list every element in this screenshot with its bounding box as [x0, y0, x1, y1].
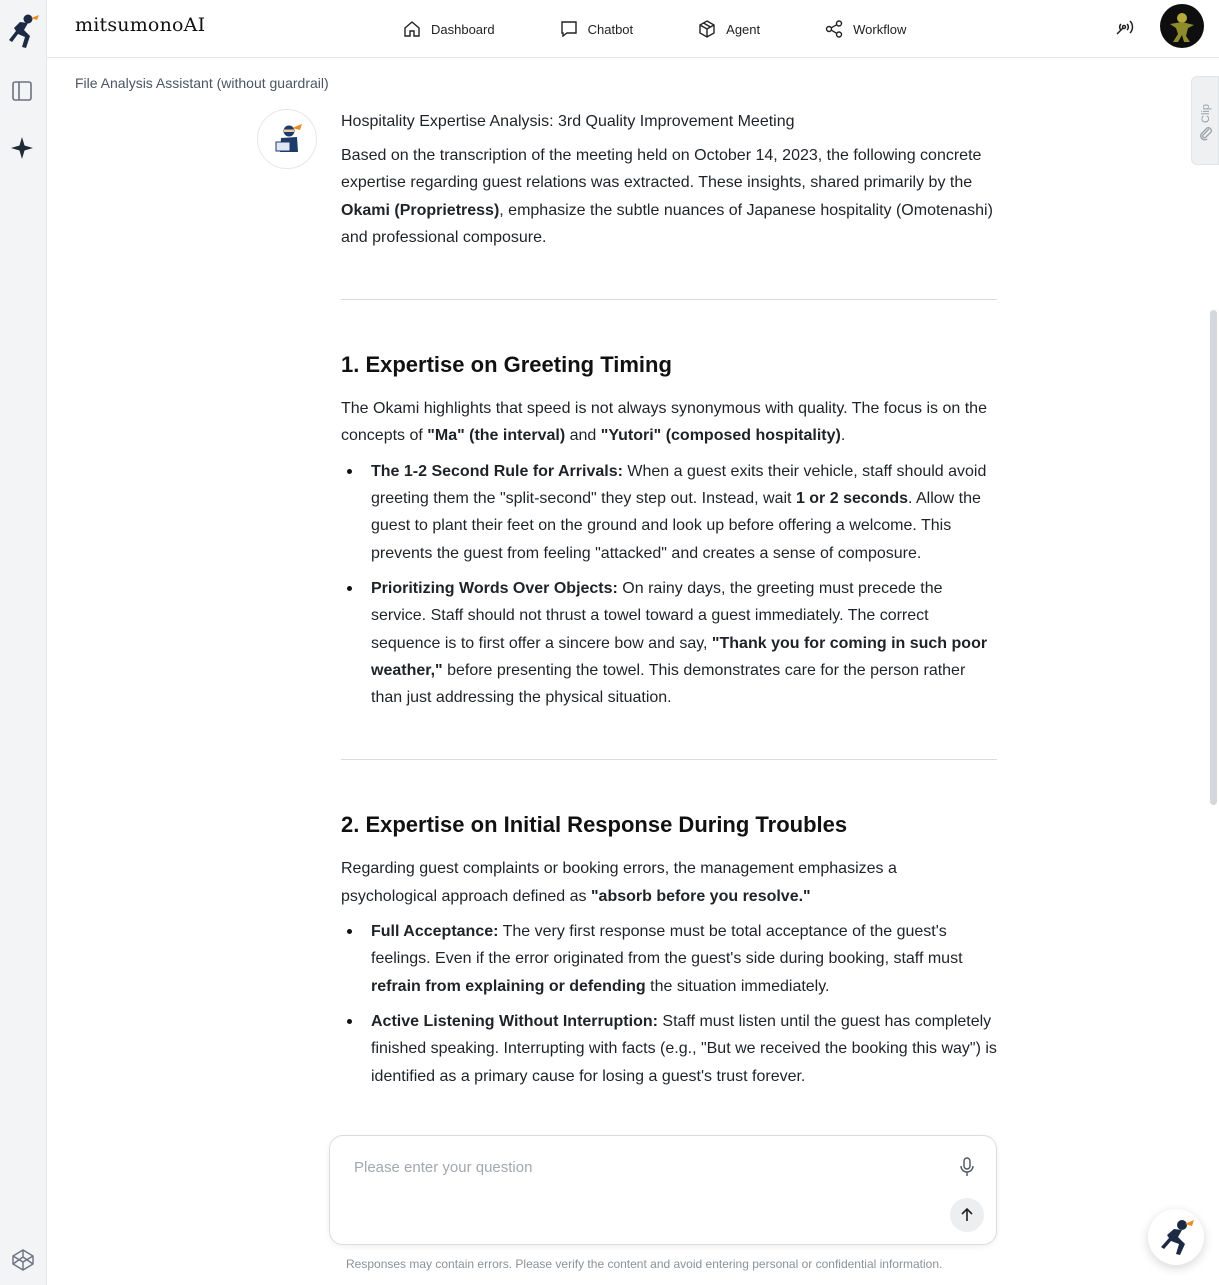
assistant-avatar	[257, 109, 317, 169]
section-lead: Regarding guest complaints or booking errors, the management emphasizes a psychological approach defined as "absorb before you resolve."	[341, 860, 897, 905]
section-bullets	[341, 458, 997, 712]
nav-dashboard[interactable]	[402, 19, 495, 39]
cube-icon	[697, 19, 717, 39]
clip-tab[interactable]	[1191, 76, 1219, 165]
breadcrumb: File Analysis Assistant (without guardrail)	[75, 75, 329, 91]
bold-text: The 1-2 Second Rule for Arrivals:	[371, 462, 623, 480]
bullet-item: Full Acceptance: The very first response must be total acceptance of the guest's feelings. Even if the error originated from the guest's side during booking, staff must refrain from explaining or defending the situation immediately.	[341, 918, 997, 1000]
section-heading: 2. Expertise on Initial Response During Troubles	[341, 812, 848, 838]
bold-text: Full Acceptance:	[371, 923, 499, 941]
message-title: Hospitality Expertise Analysis: 3rd Quality Improvement Meeting	[341, 113, 795, 130]
send-button[interactable]	[950, 1198, 984, 1232]
nav-workflow[interactable]	[824, 19, 906, 39]
section-bullets	[341, 918, 997, 1090]
bold-text: refrain from explaining or defending	[371, 977, 646, 995]
question-input-box[interactable]	[329, 1135, 997, 1245]
clip-label: Clip	[1200, 104, 1212, 123]
bold-text: "Thank you for coming in such poor weather,"	[371, 634, 988, 679]
sparkle-icon[interactable]	[10, 136, 34, 160]
bold-text: "Yutori" (composed hospitality)	[600, 427, 841, 445]
section-divider	[341, 299, 997, 300]
broadcast-signal-icon[interactable]	[1112, 15, 1136, 39]
content-scrollbar[interactable]	[1210, 310, 1217, 805]
top-header	[47, 0, 1219, 58]
avatar-figure-icon	[1160, 4, 1204, 48]
bold-text: 1 or 2 seconds	[795, 490, 908, 508]
assistant-fab-button[interactable]	[1148, 1209, 1204, 1265]
section-heading: 1. Expertise on Greeting Timing	[341, 352, 672, 378]
brand-name[interactable]: mitsumonoAI	[75, 14, 206, 36]
bullet-item: Prioritizing Words Over Objects: On rainy days, the greeting must precede the service. Staff should not thrust a towel toward a guest immediately. The correct sequence is to first offer a sincere bow and say, "Thank you for coming in such poor weather," before presenting the towel. This demonstrates care for the person rather than just addressing the physical situation.	[341, 575, 997, 711]
nav-label: Workflow	[853, 21, 907, 37]
ninja-assistant-icon	[272, 122, 304, 156]
ninja-logo-icon[interactable]	[6, 12, 40, 50]
section-divider	[341, 759, 997, 760]
nav-label: Agent	[726, 21, 761, 37]
codepen-cube-icon[interactable]	[11, 1248, 35, 1272]
ninja-fab-icon	[1157, 1217, 1195, 1257]
bullet-item: The 1-2 Second Rule for Arrivals: When a guest exits their vehicle, staff should avoid greeting them the "split-second" they step out. Instead, wait 1 or 2 seconds. Allow the guest to plant their feet on the ground and look up before offering a welcome. This prevents the guest from feeling "attacked" and creates a sense of composure.	[341, 458, 997, 567]
disclaimer-text: Responses may contain errors. Please verify the content and avoid entering personal or confidential information.	[346, 1257, 943, 1271]
bold-text: Active Listening Without Interruption:	[371, 1012, 658, 1030]
home-icon	[402, 19, 422, 39]
nav-label: Dashboard	[431, 21, 495, 37]
share-nodes-icon	[824, 19, 844, 39]
bullet-item: Active Listening Without Interruption: Staff must listen until the guest has completely finished speaking. Interrupting with facts (e.g., "But we received the booking this way") is identified as a primary cause for losing a guest's trust forever.	[341, 1008, 997, 1090]
nav-agent[interactable]	[697, 19, 760, 39]
nav-label: Chatbot	[587, 21, 634, 37]
assistant-message	[341, 110, 997, 1098]
toggle-sidebar-icon[interactable]	[11, 80, 33, 102]
nav-chatbot[interactable]	[559, 19, 634, 39]
microphone-icon[interactable]	[957, 1156, 977, 1178]
chat-bubble-icon	[559, 19, 579, 39]
bold-text: "absorb before you resolve."	[590, 887, 811, 905]
left-rail	[0, 0, 47, 1285]
bold-text: "Ma" (the interval)	[427, 427, 566, 445]
arrow-up-icon	[958, 1206, 976, 1224]
message-intro: Based on the transcription of the meeting held on October 14, 2023, the following concrete expertise regarding guest relations was extracted. These insights, shared primarily by the Okami (Proprietress), emphasize the subtle nuances of Japanese hospitality (Omotenashi) and professional composure.	[341, 147, 993, 246]
main-nav	[402, 0, 906, 58]
section-lead: The Okami highlights that speed is not always synonymous with quality. The focus is on the concepts of "Ma" (the interval) and "Yutori" (composed hospitality).	[341, 400, 987, 445]
question-input[interactable]: Please enter your question	[354, 1159, 533, 1176]
bold-text: Okami (Proprietress)	[341, 201, 500, 219]
bold-text: Prioritizing Words Over Objects:	[371, 579, 618, 597]
user-avatar[interactable]	[1160, 4, 1204, 48]
paperclip-icon	[1198, 125, 1214, 141]
